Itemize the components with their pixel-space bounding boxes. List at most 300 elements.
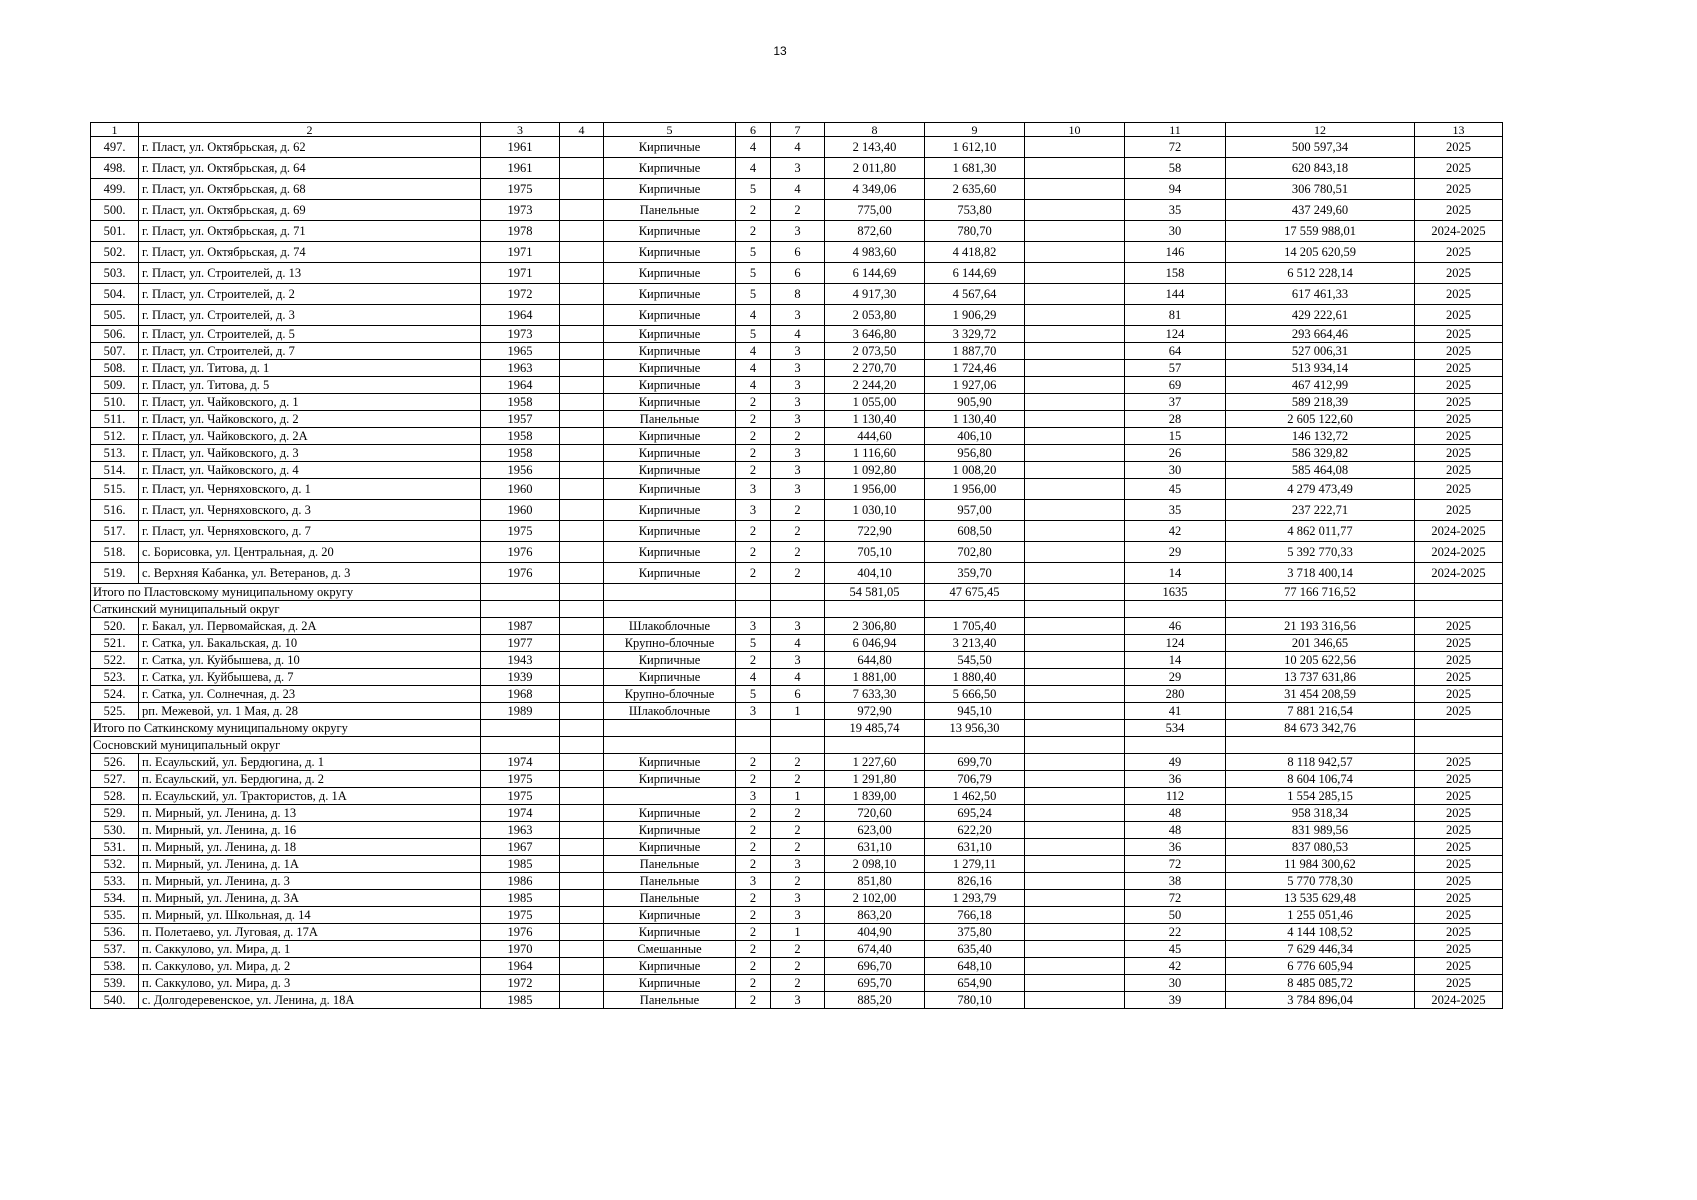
empty-cell <box>771 584 825 601</box>
column-number: 5 <box>604 123 736 137</box>
period-cell: 2025 <box>1415 822 1503 839</box>
empty-cell <box>1025 394 1125 411</box>
wall-material-cell: Кирпичные <box>604 500 736 521</box>
empty-cell <box>560 652 604 669</box>
empty-cell <box>560 737 604 754</box>
empty-cell <box>1025 771 1125 788</box>
address-cell: г. Пласт, ул. Строителей, д. 2 <box>139 284 481 305</box>
row-number: 515. <box>91 479 139 500</box>
residents-cell: 57 <box>1125 360 1226 377</box>
empty-cell <box>1025 941 1125 958</box>
empty-cell <box>560 394 604 411</box>
empty-cell <box>560 720 604 737</box>
total-area-cell: 1 130,40 <box>825 411 925 428</box>
floors-cell: 3 <box>736 703 771 720</box>
empty-cell <box>481 601 560 618</box>
table-row <box>91 652 1503 669</box>
living-area-cell: 2 635,60 <box>925 179 1025 200</box>
address-cell: с. Долгодеревенское, ул. Ленина, д. 18А <box>139 992 481 1009</box>
floors-cell: 2 <box>736 941 771 958</box>
address-cell: п. Мирный, ул. Ленина, д. 13 <box>139 805 481 822</box>
residents-cell: 45 <box>1125 941 1226 958</box>
row-number: 509. <box>91 377 139 394</box>
floors-cell: 2 <box>736 907 771 924</box>
wall-material-cell: Кирпичные <box>604 158 736 179</box>
year-cell: 1965 <box>481 343 560 360</box>
total-area-cell: 19 485,74 <box>825 720 925 737</box>
empty-cell <box>560 839 604 856</box>
residents-cell: 28 <box>1125 411 1226 428</box>
empty-cell <box>604 584 736 601</box>
empty-cell <box>560 822 604 839</box>
empty-cell <box>560 856 604 873</box>
total-area-cell: 1 291,80 <box>825 771 925 788</box>
total-area-cell: 644,80 <box>825 652 925 669</box>
residents-cell: 72 <box>1125 890 1226 907</box>
period-cell: 2025 <box>1415 479 1503 500</box>
row-number: 522. <box>91 652 139 669</box>
cost-cell: 837 080,53 <box>1226 839 1415 856</box>
period-cell: 2024-2025 <box>1415 542 1503 563</box>
empty-cell <box>560 179 604 200</box>
cost-cell: 585 464,08 <box>1226 462 1415 479</box>
column-number: 3 <box>481 123 560 137</box>
row-number: 506. <box>91 326 139 343</box>
wall-material-cell: Кирпичные <box>604 521 736 542</box>
period-cell: 2025 <box>1415 242 1503 263</box>
address-cell: рп. Межевой, ул. 1 Мая, д. 28 <box>139 703 481 720</box>
address-cell: с. Борисовка, ул. Центральная, д. 20 <box>139 542 481 563</box>
cost-cell: 6 512 228,14 <box>1226 263 1415 284</box>
empty-cell <box>1025 754 1125 771</box>
empty-cell <box>1025 652 1125 669</box>
empty-cell <box>771 737 825 754</box>
empty-cell <box>1025 284 1125 305</box>
empty-cell <box>1025 411 1125 428</box>
address-cell: п. Мирный, ул. Ленина, д. 16 <box>139 822 481 839</box>
row-number: 526. <box>91 754 139 771</box>
empty-cell <box>1025 305 1125 326</box>
total-area-cell: 722,90 <box>825 521 925 542</box>
wall-material-cell: Кирпичные <box>604 137 736 158</box>
row-number: 524. <box>91 686 139 703</box>
empty-cell <box>1025 584 1125 601</box>
living-area-cell: 5 666,50 <box>925 686 1025 703</box>
empty-cell <box>560 771 604 788</box>
entrances-cell: 3 <box>771 462 825 479</box>
residents-cell: 38 <box>1125 873 1226 890</box>
residents-cell: 124 <box>1125 326 1226 343</box>
cost-cell: 10 205 622,56 <box>1226 652 1415 669</box>
residents-cell: 30 <box>1125 462 1226 479</box>
residents-cell: 72 <box>1125 856 1226 873</box>
total-area-cell: 2 011,80 <box>825 158 925 179</box>
residents-cell: 144 <box>1125 284 1226 305</box>
period-cell: 2025 <box>1415 958 1503 975</box>
row-number: 540. <box>91 992 139 1009</box>
floors-cell: 4 <box>736 158 771 179</box>
entrances-cell: 2 <box>771 428 825 445</box>
address-cell: г. Пласт, ул. Октябрьская, д. 62 <box>139 137 481 158</box>
empty-cell <box>1025 428 1125 445</box>
living-area-cell: 3 213,40 <box>925 635 1025 652</box>
living-area-cell: 1 681,30 <box>925 158 1025 179</box>
residents-cell: 42 <box>1125 958 1226 975</box>
floors-cell: 2 <box>736 462 771 479</box>
wall-material-cell <box>604 788 736 805</box>
address-cell: г. Пласт, ул. Черняховского, д. 7 <box>139 521 481 542</box>
district-section-row <box>91 601 1503 618</box>
wall-material-cell: Кирпичные <box>604 343 736 360</box>
address-cell: г. Пласт, ул. Октябрьская, д. 69 <box>139 200 481 221</box>
table-row <box>91 856 1503 873</box>
empty-cell <box>1025 542 1125 563</box>
year-cell: 1976 <box>481 924 560 941</box>
year-cell: 1971 <box>481 242 560 263</box>
wall-material-cell: Кирпичные <box>604 924 736 941</box>
total-area-cell: 775,00 <box>825 200 925 221</box>
floors-cell: 2 <box>736 563 771 584</box>
year-cell: 1985 <box>481 856 560 873</box>
housing-table <box>90 122 1503 1009</box>
total-area-cell: 695,70 <box>825 975 925 992</box>
table-row <box>91 411 1503 428</box>
address-cell: г. Пласт, ул. Октябрьская, д. 64 <box>139 158 481 179</box>
period-cell: 2024-2025 <box>1415 563 1503 584</box>
year-cell: 1987 <box>481 618 560 635</box>
living-area-cell: 13 956,30 <box>925 720 1025 737</box>
period-cell: 2025 <box>1415 377 1503 394</box>
period-cell: 2025 <box>1415 839 1503 856</box>
row-number: 531. <box>91 839 139 856</box>
empty-cell <box>560 618 604 635</box>
cost-cell: 4 279 473,49 <box>1226 479 1415 500</box>
empty-cell <box>925 601 1025 618</box>
total-area-cell: 54 581,05 <box>825 584 925 601</box>
living-area-cell: 1 293,79 <box>925 890 1025 907</box>
year-cell: 1972 <box>481 975 560 992</box>
cost-cell: 527 006,31 <box>1226 343 1415 360</box>
living-area-cell: 1 956,00 <box>925 479 1025 500</box>
column-number-row <box>91 123 1503 137</box>
row-number: 504. <box>91 284 139 305</box>
empty-cell <box>1025 686 1125 703</box>
year-cell: 1973 <box>481 326 560 343</box>
empty-cell <box>1025 737 1125 754</box>
floors-cell: 5 <box>736 635 771 652</box>
period-cell: 2025 <box>1415 394 1503 411</box>
row-number: 508. <box>91 360 139 377</box>
empty-cell <box>560 428 604 445</box>
table-row <box>91 479 1503 500</box>
empty-cell <box>1025 326 1125 343</box>
period-cell: 2025 <box>1415 754 1503 771</box>
period-cell: 2024-2025 <box>1415 221 1503 242</box>
entrances-cell: 2 <box>771 941 825 958</box>
period-cell: 2025 <box>1415 975 1503 992</box>
period-cell: 2025 <box>1415 618 1503 635</box>
living-area-cell: 706,79 <box>925 771 1025 788</box>
address-cell: г. Пласт, ул. Черняховского, д. 3 <box>139 500 481 521</box>
empty-cell <box>481 737 560 754</box>
living-area-cell: 1 906,29 <box>925 305 1025 326</box>
empty-cell <box>560 601 604 618</box>
period-cell: 2024-2025 <box>1415 521 1503 542</box>
wall-material-cell: Кирпичные <box>604 284 736 305</box>
floors-cell: 2 <box>736 394 771 411</box>
row-number: 533. <box>91 873 139 890</box>
address-cell: г. Пласт, ул. Черняховского, д. 1 <box>139 479 481 500</box>
period-cell: 2025 <box>1415 445 1503 462</box>
cost-cell: 1 554 285,15 <box>1226 788 1415 805</box>
period-cell: 2025 <box>1415 305 1503 326</box>
living-area-cell: 945,10 <box>925 703 1025 720</box>
cost-cell: 437 249,60 <box>1226 200 1415 221</box>
empty-cell <box>1025 500 1125 521</box>
period-cell: 2025 <box>1415 805 1503 822</box>
year-cell: 1943 <box>481 652 560 669</box>
year-cell: 1973 <box>481 200 560 221</box>
empty-cell <box>1025 975 1125 992</box>
cost-cell: 589 218,39 <box>1226 394 1415 411</box>
entrances-cell: 3 <box>771 343 825 360</box>
year-cell: 1963 <box>481 360 560 377</box>
empty-cell <box>1025 992 1125 1009</box>
period-cell: 2025 <box>1415 788 1503 805</box>
residents-cell: 29 <box>1125 542 1226 563</box>
empty-cell <box>1025 242 1125 263</box>
wall-material-cell: Кирпичные <box>604 822 736 839</box>
floors-cell: 2 <box>736 771 771 788</box>
residents-cell: 30 <box>1125 221 1226 242</box>
residents-cell: 1635 <box>1125 584 1226 601</box>
cost-cell: 14 205 620,59 <box>1226 242 1415 263</box>
empty-cell <box>1025 924 1125 941</box>
entrances-cell: 3 <box>771 221 825 242</box>
table-row <box>91 907 1503 924</box>
wall-material-cell: Смешанные <box>604 941 736 958</box>
entrances-cell: 6 <box>771 686 825 703</box>
year-cell: 1971 <box>481 263 560 284</box>
column-number: 7 <box>771 123 825 137</box>
row-number: 505. <box>91 305 139 326</box>
cost-cell: 3 718 400,14 <box>1226 563 1415 584</box>
empty-cell <box>1025 221 1125 242</box>
district-total-row <box>91 720 1503 737</box>
cost-cell: 13 535 629,48 <box>1226 890 1415 907</box>
district-total-label: Итого по Пластовскому муниципальному округу <box>91 584 481 601</box>
living-area-cell: 47 675,45 <box>925 584 1025 601</box>
residents-cell: 37 <box>1125 394 1226 411</box>
living-area-cell: 4 567,64 <box>925 284 1025 305</box>
table-row <box>91 686 1503 703</box>
district-total-row <box>91 584 1503 601</box>
living-area-cell: 695,24 <box>925 805 1025 822</box>
total-area-cell: 1 116,60 <box>825 445 925 462</box>
row-number: 500. <box>91 200 139 221</box>
year-cell: 1960 <box>481 500 560 521</box>
year-cell: 1985 <box>481 992 560 1009</box>
address-cell: г. Сатка, ул. Куйбышева, д. 10 <box>139 652 481 669</box>
period-cell: 2025 <box>1415 284 1503 305</box>
entrances-cell: 4 <box>771 179 825 200</box>
entrances-cell: 3 <box>771 360 825 377</box>
residents-cell: 64 <box>1125 343 1226 360</box>
entrances-cell: 6 <box>771 242 825 263</box>
floors-cell: 2 <box>736 445 771 462</box>
living-area-cell: 699,70 <box>925 754 1025 771</box>
empty-cell <box>560 975 604 992</box>
cost-cell: 5 770 778,30 <box>1226 873 1415 890</box>
entrances-cell: 3 <box>771 618 825 635</box>
table-row <box>91 428 1503 445</box>
empty-cell <box>560 805 604 822</box>
floors-cell: 5 <box>736 242 771 263</box>
empty-cell <box>560 377 604 394</box>
living-area-cell: 375,80 <box>925 924 1025 941</box>
row-number: 536. <box>91 924 139 941</box>
entrances-cell: 3 <box>771 856 825 873</box>
wall-material-cell: Кирпичные <box>604 839 736 856</box>
table-row <box>91 462 1503 479</box>
table-row <box>91 754 1503 771</box>
wall-material-cell: Кирпичные <box>604 377 736 394</box>
year-cell: 1963 <box>481 822 560 839</box>
wall-material-cell: Кирпичные <box>604 242 736 263</box>
year-cell: 1970 <box>481 941 560 958</box>
period-cell: 2025 <box>1415 652 1503 669</box>
total-area-cell: 2 143,40 <box>825 137 925 158</box>
living-area-cell: 780,10 <box>925 992 1025 1009</box>
empty-cell <box>560 563 604 584</box>
empty-cell <box>1025 703 1125 720</box>
table-row <box>91 377 1503 394</box>
wall-material-cell: Кирпичные <box>604 326 736 343</box>
empty-cell <box>560 343 604 360</box>
cost-cell: 7 629 446,34 <box>1226 941 1415 958</box>
address-cell: г. Пласт, ул. Строителей, д. 7 <box>139 343 481 360</box>
living-area-cell: 1 008,20 <box>925 462 1025 479</box>
empty-cell <box>925 737 1025 754</box>
row-number: 503. <box>91 263 139 284</box>
empty-cell <box>1025 479 1125 500</box>
empty-cell <box>1025 158 1125 179</box>
total-area-cell: 705,10 <box>825 542 925 563</box>
table-row <box>91 839 1503 856</box>
total-area-cell: 1 092,80 <box>825 462 925 479</box>
row-number: 528. <box>91 788 139 805</box>
floors-cell: 2 <box>736 521 771 542</box>
row-number: 539. <box>91 975 139 992</box>
total-area-cell: 872,60 <box>825 221 925 242</box>
residents-cell: 48 <box>1125 805 1226 822</box>
address-cell: г. Сатка, ул. Солнечная, д. 23 <box>139 686 481 703</box>
living-area-cell: 4 418,82 <box>925 242 1025 263</box>
column-number: 8 <box>825 123 925 137</box>
cost-cell: 77 166 716,52 <box>1226 584 1415 601</box>
total-area-cell: 4 917,30 <box>825 284 925 305</box>
total-area-cell: 4 983,60 <box>825 242 925 263</box>
empty-cell <box>1226 737 1415 754</box>
entrances-cell: 4 <box>771 137 825 158</box>
entrances-cell: 2 <box>771 975 825 992</box>
entrances-cell: 4 <box>771 669 825 686</box>
year-cell: 1964 <box>481 305 560 326</box>
table-row <box>91 771 1503 788</box>
column-number: 13 <box>1415 123 1503 137</box>
floors-cell: 3 <box>736 500 771 521</box>
empty-cell <box>560 360 604 377</box>
entrances-cell: 3 <box>771 158 825 179</box>
cost-cell: 1 255 051,46 <box>1226 907 1415 924</box>
empty-cell <box>560 137 604 158</box>
empty-cell <box>1025 563 1125 584</box>
period-cell: 2025 <box>1415 360 1503 377</box>
row-number: 534. <box>91 890 139 907</box>
row-number: 521. <box>91 635 139 652</box>
cost-cell: 8 118 942,57 <box>1226 754 1415 771</box>
year-cell: 1958 <box>481 428 560 445</box>
year-cell: 1975 <box>481 907 560 924</box>
floors-cell: 4 <box>736 343 771 360</box>
entrances-cell: 4 <box>771 635 825 652</box>
year-cell: 1989 <box>481 703 560 720</box>
table-row <box>91 890 1503 907</box>
year-cell: 1975 <box>481 788 560 805</box>
floors-cell: 4 <box>736 377 771 394</box>
cost-cell: 513 934,14 <box>1226 360 1415 377</box>
cost-cell: 21 193 316,56 <box>1226 618 1415 635</box>
floors-cell: 2 <box>736 839 771 856</box>
address-cell: г. Бакал, ул. Первомайская, д. 2А <box>139 618 481 635</box>
living-area-cell: 1 705,40 <box>925 618 1025 635</box>
year-cell: 1977 <box>481 635 560 652</box>
table-row <box>91 992 1503 1009</box>
entrances-cell: 2 <box>771 805 825 822</box>
address-cell: г. Пласт, ул. Октябрьская, д. 74 <box>139 242 481 263</box>
table-row <box>91 200 1503 221</box>
empty-cell <box>736 737 771 754</box>
empty-cell <box>560 584 604 601</box>
living-area-cell: 622,20 <box>925 822 1025 839</box>
district-section-label: Саткинский муниципальный округ <box>91 601 481 618</box>
row-number: 530. <box>91 822 139 839</box>
cost-cell: 293 664,46 <box>1226 326 1415 343</box>
living-area-cell: 6 144,69 <box>925 263 1025 284</box>
period-cell: 2025 <box>1415 158 1503 179</box>
living-area-cell: 359,70 <box>925 563 1025 584</box>
residents-cell: 124 <box>1125 635 1226 652</box>
total-area-cell: 2 270,70 <box>825 360 925 377</box>
empty-cell <box>560 907 604 924</box>
cost-cell: 31 454 208,59 <box>1226 686 1415 703</box>
empty-cell <box>1025 839 1125 856</box>
empty-cell <box>560 890 604 907</box>
empty-cell <box>560 669 604 686</box>
empty-cell <box>1025 137 1125 158</box>
empty-cell <box>1025 343 1125 360</box>
residents-cell: 46 <box>1125 618 1226 635</box>
empty-cell <box>560 221 604 242</box>
residents-cell: 72 <box>1125 137 1226 158</box>
floors-cell: 2 <box>736 221 771 242</box>
empty-cell <box>1025 200 1125 221</box>
wall-material-cell: Кирпичные <box>604 179 736 200</box>
cost-cell: 586 329,82 <box>1226 445 1415 462</box>
empty-cell <box>1025 822 1125 839</box>
address-cell: г. Сатка, ул. Бакальская, д. 10 <box>139 635 481 652</box>
entrances-cell: 2 <box>771 958 825 975</box>
